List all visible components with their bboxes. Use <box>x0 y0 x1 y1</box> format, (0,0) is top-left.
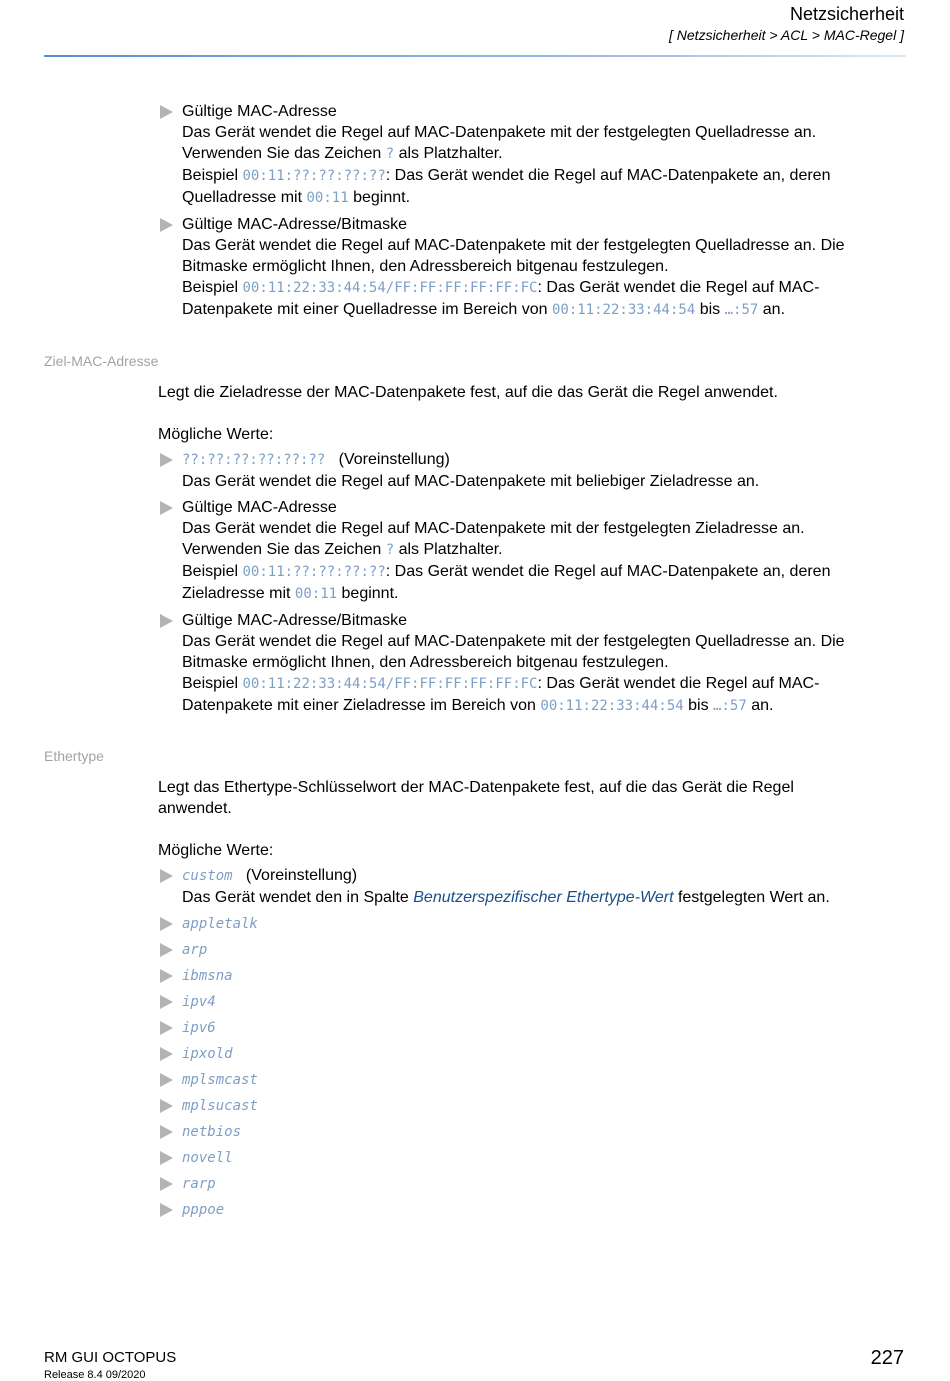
triangle-bullet-icon <box>160 943 173 957</box>
list-item <box>158 939 908 965</box>
triangle-bullet-icon <box>160 1073 173 1087</box>
list-item <box>158 1147 908 1173</box>
header-title: Netzsicherheit <box>789 4 904 24</box>
triangle-bullet-icon <box>160 501 173 515</box>
triangle-bullet-icon <box>160 917 173 931</box>
list-item <box>158 965 908 991</box>
triangle-bullet-icon <box>160 1099 173 1113</box>
ethertype-value: netbios <box>182 1124 242 1140</box>
section-label-destination-mac: Ziel-MAC-Adresse <box>44 353 159 369</box>
page-number: 227 <box>870 1347 904 1369</box>
item-text: Bitmaske ermöglicht Ihnen, den Adressbereich bitgenau festzulegen. <box>182 654 669 671</box>
list-item <box>158 1173 908 1199</box>
item-text: Das Gerät wendet die Regel auf MAC-Datenpakete mit der festgelegten Quelladresse an. Die <box>182 237 845 254</box>
item-example: Quelladresse mit 00:11 beginnt. <box>182 189 411 206</box>
ethertype-value: pppoe <box>182 1202 225 1218</box>
ethertype-value: ipv4 <box>182 994 216 1010</box>
triangle-bullet-icon <box>160 1177 173 1191</box>
triangle-bullet-icon <box>160 614 173 628</box>
list-item <box>158 991 908 1017</box>
item-text: Das Gerät wendet die Regel auf MAC-Datenpakete mit beliebiger Zieladresse an. <box>182 473 760 490</box>
ethertype-value: rarp <box>182 1176 216 1192</box>
list-item <box>158 865 908 908</box>
code-example: 00:11:22:33:44:54 <box>540 698 684 714</box>
code-example: 00:11:??:??:??:?? <box>242 168 386 184</box>
item-example: Beispiel 00:11:??:??:??:??: Das Gerät wendet die Regel auf MAC-Datenpakete an, deren <box>182 167 831 184</box>
wildcard-code: ? <box>385 542 395 558</box>
item-example: Beispiel 00:11:??:??:??:??: Das Gerät wendet die Regel auf MAC-Datenpakete an, deren <box>182 563 831 580</box>
section-description: anwendet. <box>158 800 232 817</box>
column-reference-link[interactable]: Benutzerspezifischer Ethertype-Wert <box>413 889 674 906</box>
triangle-bullet-icon <box>160 105 173 119</box>
possible-values-label: Mögliche Werte: <box>158 426 274 443</box>
item-text: Das Gerät wendet den in Spalte Benutzerspezifischer Ethertype-Wert festgelegten Wert an. <box>182 889 830 906</box>
item-text: Verwenden Sie das Zeichen ? als Platzhalter. <box>182 145 503 162</box>
triangle-bullet-icon <box>160 1203 173 1217</box>
list-item <box>158 214 908 321</box>
ethertype-value: ipxold <box>182 1046 233 1062</box>
list-item <box>158 1199 908 1225</box>
triangle-bullet-icon <box>160 1125 173 1139</box>
list-item <box>158 913 908 939</box>
code-example: 00:11:??:??:??:?? <box>242 564 386 580</box>
ethertype-section <box>158 777 908 1225</box>
item-example: Beispiel 00:11:22:33:44:54/FF:FF:FF:FF:FF:FC: Das Gerät wendet die Regel auf MAC- <box>182 279 820 296</box>
triangle-bullet-icon <box>160 995 173 1009</box>
list-item <box>158 1043 908 1069</box>
code-example: 00:11:22:33:44:54 <box>551 302 696 318</box>
footer-document-name: RM GUI OCTOPUS <box>44 1349 177 1366</box>
ethertype-values-list <box>158 913 908 1225</box>
item-text: Das Gerät wendet die Regel auf MAC-Datenpakete mit der festgelegten Quelladresse an. Die <box>182 633 845 650</box>
wildcard-code: ? <box>385 146 395 162</box>
item-title: custom (Voreinstellung) <box>182 867 358 884</box>
triangle-bullet-icon <box>160 1047 173 1061</box>
code-value: custom <box>182 868 233 884</box>
triangle-bullet-icon <box>160 218 173 232</box>
item-title: Gültige MAC-Adresse/Bitmaske <box>182 216 407 233</box>
list-item <box>158 101 908 209</box>
item-title: Gültige MAC-Adresse <box>182 499 337 516</box>
triangle-bullet-icon <box>160 969 173 983</box>
triangle-bullet-icon <box>160 1151 173 1165</box>
item-example: Zieladresse mit 00:11 beginnt. <box>182 585 399 602</box>
item-text: Bitmaske ermöglicht Ihnen, den Adressbereich bitgenau festzulegen. <box>182 258 669 275</box>
list-item <box>158 449 908 492</box>
item-text: Das Gerät wendet die Regel auf MAC-Datenpakete mit der festgelegten Quelladresse an. <box>182 124 817 141</box>
item-example: Datenpakete mit einer Zieladresse im Bereich von 00:11:22:33:44:54 bis …:57 an. <box>182 697 774 714</box>
item-text: Das Gerät wendet die Regel auf MAC-Datenpakete mit der festgelegten Zieladresse an. <box>182 520 805 537</box>
ethertype-value: mplsmcast <box>182 1072 258 1088</box>
item-title: ??:??:??:??:??:?? (Voreinstellung) <box>182 451 450 468</box>
ethertype-value: novell <box>182 1150 233 1166</box>
list-item <box>158 1017 908 1043</box>
section-description: Legt die Zieladresse der MAC-Datenpakete fest, auf die das Gerät die Regel anwendet. <box>158 384 778 401</box>
ethertype-value: mplsucast <box>182 1098 258 1114</box>
section-label-ethertype: Ethertype <box>44 748 104 764</box>
list-item <box>158 610 908 717</box>
section-description: Legt das Ethertype-Schlüsselwort der MAC-Datenpakete fest, auf die das Gerät die Regel <box>158 779 794 796</box>
ethertype-value: ibmsna <box>182 968 233 984</box>
list-item <box>158 1121 908 1147</box>
ethertype-value: ipv6 <box>182 1020 216 1036</box>
item-example: Datenpakete mit einer Quelladresse im Bereich von 00:11:22:33:44:54 bis …:57 an. <box>182 301 786 318</box>
code-example: 00:11 <box>294 586 338 602</box>
item-title: Gültige MAC-Adresse/Bitmaske <box>182 612 407 629</box>
triangle-bullet-icon <box>160 453 173 467</box>
item-title: Gültige MAC-Adresse <box>182 103 337 120</box>
item-text: Verwenden Sie das Zeichen ? als Platzhalter. <box>182 541 503 558</box>
list-item <box>158 1069 908 1095</box>
code-example: 00:11:22:33:44:54/FF:FF:FF:FF:FF:FC <box>242 676 538 692</box>
triangle-bullet-icon <box>160 1021 173 1035</box>
ethertype-value: appletalk <box>182 916 258 932</box>
ethertype-value: arp <box>182 942 208 958</box>
code-example: 00:11:22:33:44:54/FF:FF:FF:FF:FF:FC <box>242 280 538 296</box>
list-item <box>158 1095 908 1121</box>
code-value: ??:??:??:??:??:?? <box>182 452 326 468</box>
source-values-list <box>158 101 908 326</box>
header-rule <box>44 55 906 57</box>
breadcrumb: [ Netzsicherheit > ACL > MAC-Regel ] <box>669 27 904 43</box>
footer-release: Release 8.4 09/2020 <box>44 1369 146 1381</box>
list-item <box>158 497 908 605</box>
triangle-bullet-icon <box>160 869 173 883</box>
item-example: Beispiel 00:11:22:33:44:54/FF:FF:FF:FF:FF:FC: Das Gerät wendet die Regel auf MAC- <box>182 675 820 692</box>
code-example: …:57 <box>713 698 747 714</box>
possible-values-label: Mögliche Werte: <box>158 842 274 859</box>
code-example: 00:11 <box>306 190 349 206</box>
destination-mac-section <box>158 382 908 722</box>
code-example: …:57 <box>724 302 759 318</box>
